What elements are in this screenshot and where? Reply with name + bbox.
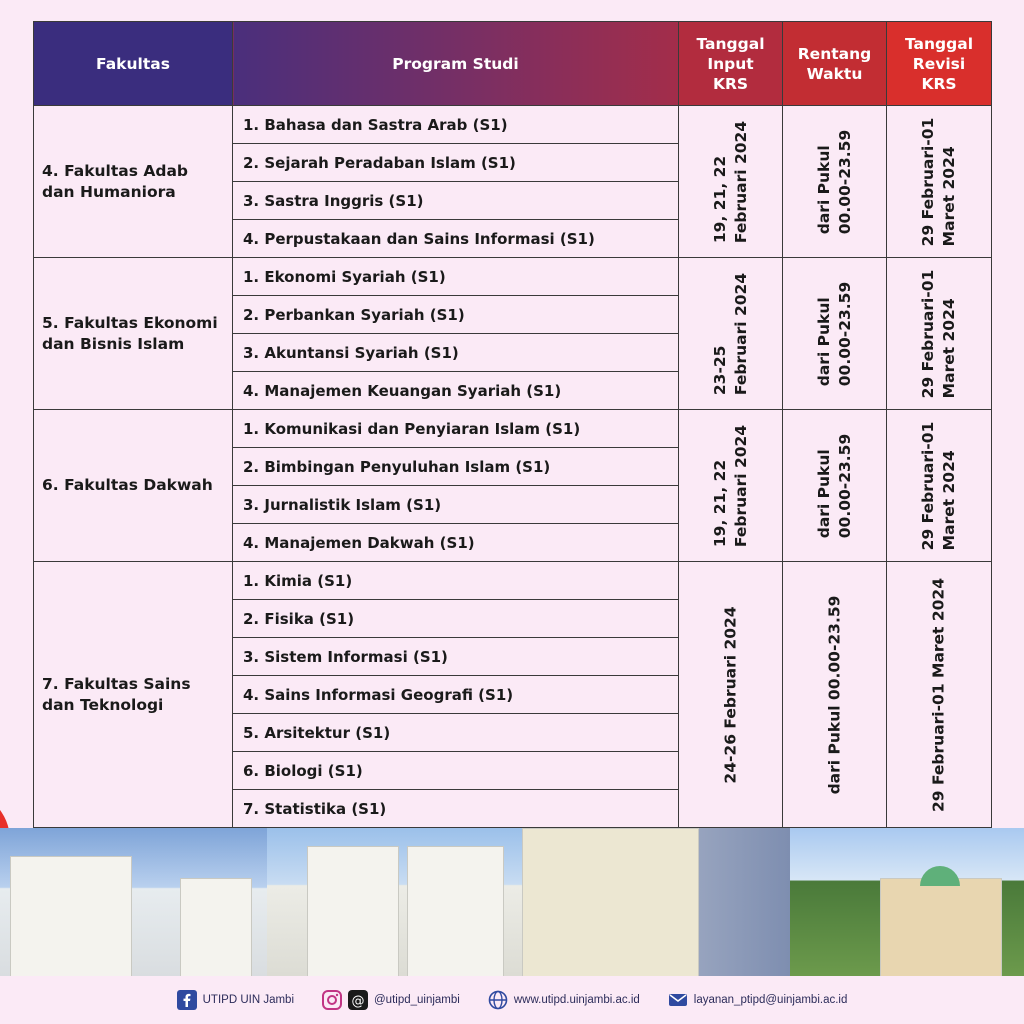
header-tanggal-input: Tanggal Input KRS (679, 22, 783, 106)
program-studi-cell: 4. Perpustakaan dan Sains Informasi (S1) (233, 220, 679, 258)
campus-photo-3 (522, 828, 790, 976)
program-studi-cell: 2. Perbankan Syariah (S1) (233, 296, 679, 334)
footer-facebook[interactable] (177, 990, 294, 1010)
revisi-date-cell (887, 258, 992, 410)
header-rentang-waktu: Rentang Waktu (783, 22, 887, 106)
rentang-date-text: dari Pukul 00.00-23.59 (825, 595, 843, 794)
footer-email[interactable] (668, 990, 848, 1010)
program-studi-cell: 3. Sistem Informasi (S1) (233, 638, 679, 676)
rentang-date-cell (783, 410, 887, 562)
krs-schedule-table (33, 21, 992, 828)
rentang-date-text: dari Pukul 00.00-23.59 (814, 281, 854, 386)
revisi-date-text: 29 Februari-01 Maret 2024 (919, 117, 958, 246)
globe-icon (488, 990, 508, 1010)
input-date-cell (679, 106, 783, 258)
program-studi-cell: 2. Bimbingan Penyuluhan Islam (S1) (233, 448, 679, 486)
table-row (34, 410, 992, 448)
svg-text:@: @ (351, 994, 365, 1009)
instagram-label: @utipd_uinjambi (374, 994, 460, 1006)
website-label: www.utipd.uinjambi.ac.id (513, 994, 640, 1006)
rentang-date-cell (783, 258, 887, 410)
program-studi-cell: 1. Kimia (S1) (233, 562, 679, 600)
footer-website[interactable] (488, 990, 640, 1010)
program-studi-cell: 4. Manajemen Dakwah (S1) (233, 524, 679, 562)
revisi-date-text: 29 Februari-01 Maret 2024 (929, 577, 948, 812)
program-studi-cell: 2. Fisika (S1) (233, 600, 679, 638)
table-header-row (34, 22, 992, 106)
program-studi-cell: 5. Arsitektur (S1) (233, 714, 679, 752)
program-studi-cell: 3. Jurnalistik Islam (S1) (233, 486, 679, 524)
program-studi-cell: 1. Bahasa dan Sastra Arab (S1) (233, 106, 679, 144)
program-studi-cell: 4. Manajemen Keuangan Syariah (S1) (233, 372, 679, 410)
revisi-date-text: 29 Februari-01 Maret 2024 (919, 421, 958, 550)
mail-icon (668, 990, 688, 1010)
input-date-cell (679, 410, 783, 562)
rentang-date-cell (783, 562, 887, 828)
threads-icon (348, 990, 368, 1010)
input-date-cell (679, 258, 783, 410)
revisi-date-text: 29 Februari-01 Maret 2024 (919, 269, 958, 398)
program-studi-cell: 1. Ekonomi Syariah (S1) (233, 258, 679, 296)
revisi-date-cell (887, 106, 992, 258)
program-studi-cell: 4. Sains Informasi Geografi (S1) (233, 676, 679, 714)
revisi-date-cell (887, 562, 992, 828)
rentang-date-text: dari Pukul 00.00-23.59 (814, 433, 854, 538)
input-date-cell (679, 562, 783, 828)
footer-contact-bar (0, 976, 1024, 1024)
program-studi-cell: 3. Akuntansi Syariah (S1) (233, 334, 679, 372)
table-row (34, 258, 992, 296)
fakultas-cell: 6. Fakultas Dakwah (34, 410, 233, 562)
header-program-studi: Program Studi (233, 22, 679, 106)
header-fakultas: Fakultas (34, 22, 233, 106)
program-studi-cell: 2. Sejarah Peradaban Islam (S1) (233, 144, 679, 182)
input-date-text: 23-25 Februari 2024 (710, 272, 750, 395)
instagram-icon (322, 990, 342, 1010)
input-date-text: 24-26 Februari 2024 (721, 605, 739, 784)
program-studi-cell: 1. Komunikasi dan Penyiaran Islam (S1) (233, 410, 679, 448)
facebook-label: UTIPD UIN Jambi (202, 994, 294, 1006)
campus-photo-2 (267, 828, 522, 976)
program-studi-cell: 3. Sastra Inggris (S1) (233, 182, 679, 220)
footer-instagram[interactable] (322, 990, 460, 1010)
input-date-text: 19, 21, 22 Februari 2024 (710, 424, 750, 547)
program-studi-cell: 7. Statistika (S1) (233, 790, 679, 828)
fakultas-cell: 7. Fakultas Sains dan Teknologi (34, 562, 233, 828)
campus-photo-1 (0, 828, 267, 976)
table-row (34, 562, 992, 600)
revisi-date-cell (887, 410, 992, 562)
program-studi-cell: 6. Biologi (S1) (233, 752, 679, 790)
campus-photo-4 (790, 828, 1024, 976)
rentang-date-text: dari Pukul 00.00-23.59 (814, 129, 854, 234)
fakultas-cell: 4. Fakultas Adab dan Humaniora (34, 106, 233, 258)
table-row (34, 106, 992, 144)
rentang-date-cell (783, 106, 887, 258)
fakultas-cell: 5. Fakultas Ekonomi dan Bisnis Islam (34, 258, 233, 410)
input-date-text: 19, 21, 22 Februari 2024 (710, 120, 750, 243)
schedule-table-container (33, 21, 991, 828)
email-label: layanan_ptipd@uinjambi.ac.id (693, 994, 848, 1006)
campus-photo-strip (0, 828, 1024, 976)
facebook-icon (177, 990, 197, 1010)
header-tanggal-revisi: Tanggal Revisi KRS (887, 22, 992, 106)
